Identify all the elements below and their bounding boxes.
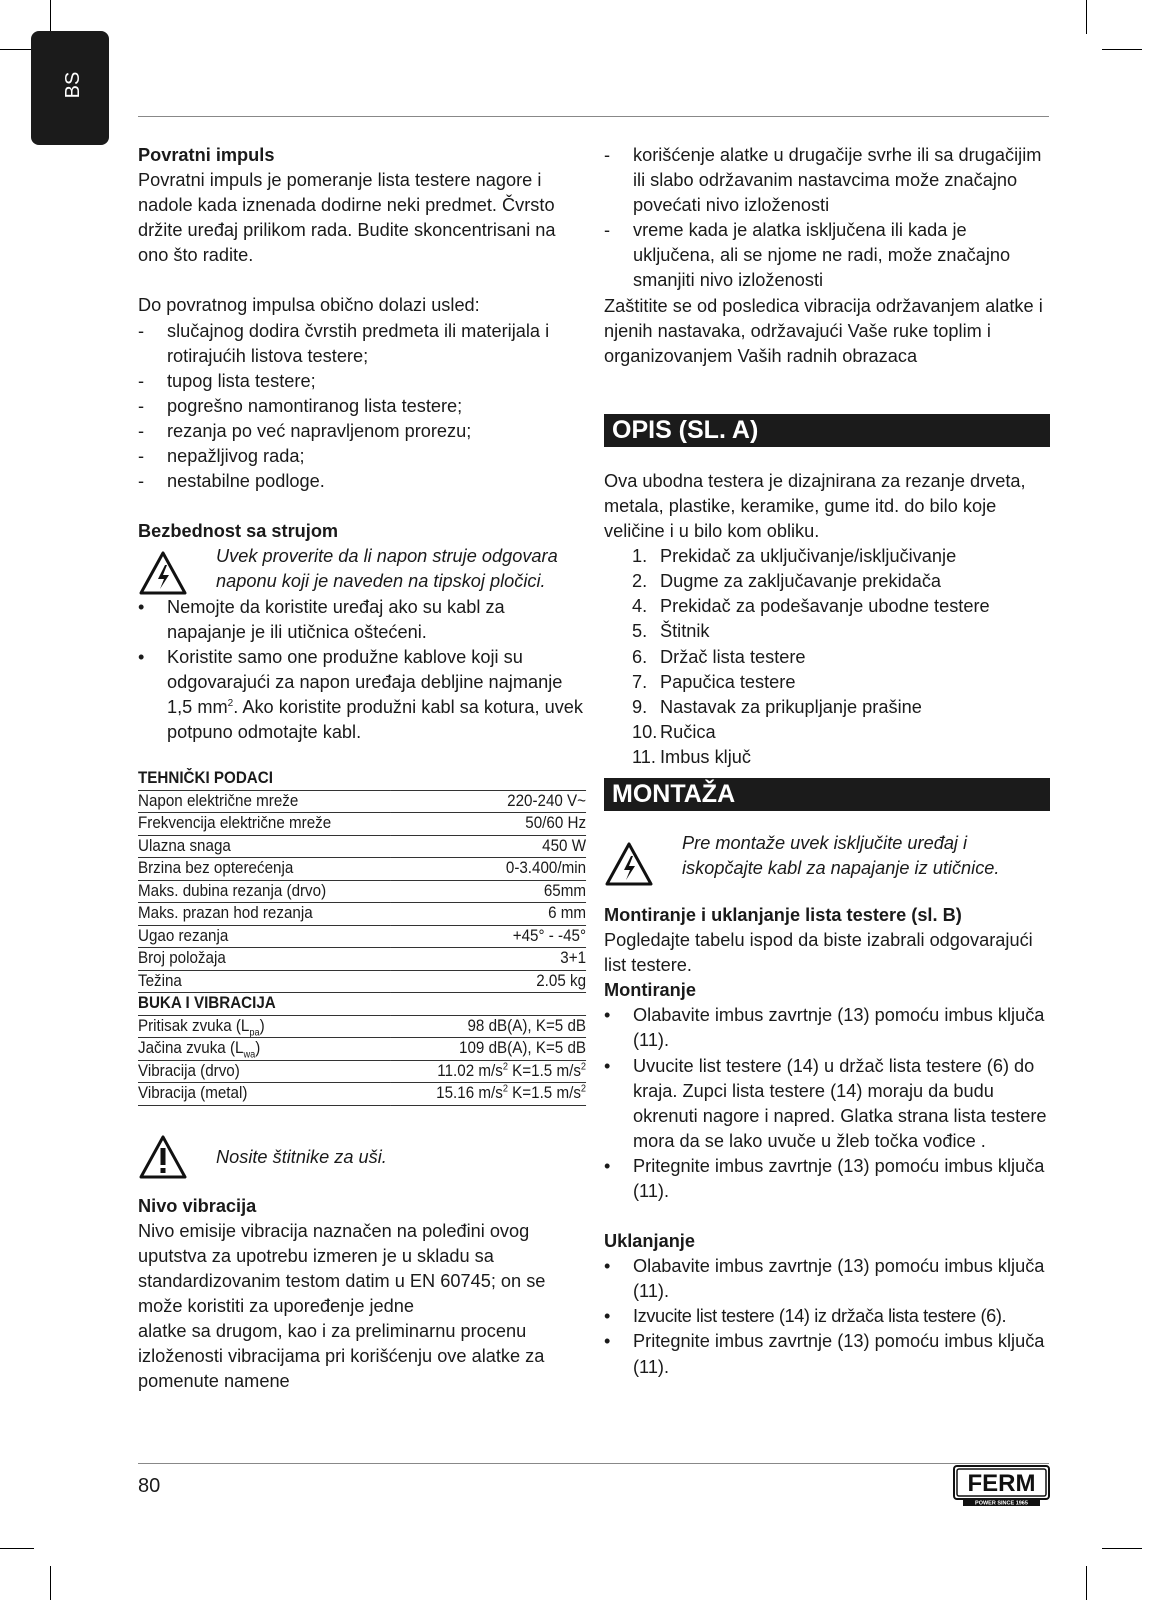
list-item: • Pritegnite imbus zavrtnje (13) pomoću imbus ključa (11).	[604, 1331, 1045, 1377]
list-item: • Uvucite list testere (14) u držač lista testere (6) do kraja. Zupci lista testere (14) moraju da budu okrenuti nagore i napred. Glatka strana lista testere mora da se lako uvuče u žleb točka vođice .	[604, 1055, 1047, 1151]
left-column	[138, 143, 586, 1394]
logo-tagline: POWER SINCE 1965	[975, 1500, 1028, 1507]
crop-mark	[1086, 0, 1087, 34]
assembly-warning: Pre montaže uvek isključite uređaj i iskopčajte kabl za napajanje iz utičnice.	[604, 831, 1050, 891]
table-row: Jačina zvuka $(L_{wa})$ 109 dB(A), K=5 dB	[138, 1039, 587, 1061]
assembly-banner: MONTAŽA	[604, 778, 1050, 811]
ferm-logo	[953, 1465, 1050, 1507]
top-rule	[138, 116, 1049, 117]
table-row: Napon električne mreže 220-240 V~	[138, 790, 586, 813]
kickback-title: Povratni impuls	[138, 145, 275, 165]
list-item: • Olabavite imbus zavrtnje (13) pomoću imbus ključa (11).	[604, 1256, 1045, 1302]
list-item: - tupog lista testere;	[138, 370, 316, 391]
parts-item: 2. Dugme za zaključavanje prekidača	[632, 571, 942, 592]
table-row: Brzina bez opterećenja 0-3.400/min	[138, 858, 586, 881]
electrical-warning: Uvek proverite da li napon struje odgovara naponu koji je naveden na tipskoj pločici.	[138, 544, 586, 594]
table-row: Ugao rezanja +45° - -45°	[138, 925, 586, 948]
remove-title: Uklanjanje	[604, 1231, 695, 1252]
list-item: - korišćenje alatke u drugačije svrhe ili sa drugačijim ili slabo održavanim nastavcima može značajno povećati nivo izloženosti	[604, 145, 1042, 216]
parts-item: 7. Papučica testere	[632, 671, 796, 692]
crop-mark	[1102, 1548, 1142, 1549]
parts-item: 10. Ručica	[632, 721, 716, 742]
bottom-rule	[138, 1463, 1049, 1464]
description-banner: OPIS (SL. A)	[604, 414, 1050, 447]
list-item: - nepažljivog rada;	[138, 446, 305, 467]
crop-mark	[50, 1566, 51, 1600]
parts-item: 9. Nastavak za prikupljanje prašine	[632, 696, 922, 717]
spec-table	[138, 768, 586, 1106]
table-row: Frekvencija električne mreže 50/60 Hz	[138, 813, 586, 836]
logo-brand: FERM	[967, 1470, 1036, 1497]
high-voltage-icon	[138, 550, 188, 596]
noise-header: BUKA I VIBRACIJA	[138, 993, 586, 1016]
table-row: Pritisak zvuka $(L_{pa})$ 98 dB(A), K=5 dB	[138, 1016, 587, 1038]
crop-mark	[50, 0, 51, 34]
parts-item: 11. Imbus ključ	[632, 746, 751, 767]
crop-mark	[0, 1548, 34, 1549]
parts-item: 6. Držač lista testere	[632, 646, 806, 667]
warning-icon	[138, 1134, 188, 1180]
language-tab-label: BS	[61, 71, 84, 99]
causes-intro: Do povratnog impulsa obično dolazi usled:	[138, 295, 480, 316]
vibration-title: Nivo vibracija	[138, 1195, 257, 1216]
vibration-protect-text: Zaštitite se od posledica vibracija održavanjem alatke i njenih nastavaka, održavajući Vaše ruke toplim i organizovanjem Vaših radnih obrazaca	[604, 295, 1043, 366]
list-item: - slučajnog dodira čvrstih predmeta ili materijala i rotirajućih listova testere;	[138, 320, 550, 366]
table-row: Težina 2.05 kg	[138, 970, 586, 993]
parts-item: 5. Štitnik	[632, 621, 710, 642]
description-text: Ova ubodna testera je dizajnirana za rezanje drveta, metala, plastike, keramike, gume itd. do bilo koje veličine i u bilo kom obliku.	[604, 470, 1026, 542]
right-column	[604, 143, 1050, 1380]
parts-item: 1. Prekidač za uključivanje/isključivanje	[632, 546, 957, 567]
crop-mark	[0, 49, 34, 50]
list-item: - vreme kada je alatka isključena ili kada je uključena, ali se njome ne radi, može značajno smanjiti nivo izloženosti	[604, 220, 1011, 291]
list-item: • Olabavite imbus zavrtnje (13) pomoću imbus ključa (11).	[604, 1005, 1045, 1051]
blade-title: Montiranje i uklanjanje lista testere (sl. B)	[604, 904, 962, 925]
table-row: Broj položaja 3+1	[138, 948, 586, 971]
language-tab	[31, 31, 109, 145]
page-number: 80	[138, 1475, 161, 1497]
ear-warning: Nosite štitnike za uši.	[138, 1132, 586, 1182]
table-row: Vibracija (metal) 15.16 $m/s^2$ K=1.5 $m/s^2$	[138, 1083, 586, 1106]
spec-header: TEHNIČKI PODACI	[138, 768, 586, 790]
crop-mark	[1102, 49, 1142, 50]
table-row: Ulazna snaga 450 W	[138, 835, 586, 858]
list-item: - pogrešno namontiranog lista testere;	[138, 395, 463, 416]
list-item: - nestabilne podloge.	[138, 471, 325, 492]
table-row: Maks. prazan hod rezanja 6 mm	[138, 903, 586, 926]
parts-item: 4. Prekidač za podešavanje ubodne testere	[632, 596, 990, 617]
list-item: • Izvucite list testere (14) iz držača lista testere (6).	[604, 1306, 1007, 1327]
list-item: • Pritegnite imbus zavrtnje (13) pomoću imbus ključa (11).	[604, 1155, 1045, 1201]
list-item: • Koristite samo one produžne kablove koji su odgovarajući za napon uređaja debljine najmanje 1,5 $mm^2$. Ako koristite produžni kabl sa kotura, uvek potpuno odmotajte kabl.	[138, 646, 583, 742]
electrical-title: Bezbednost sa strujom	[138, 521, 339, 542]
list-item: • Nemojte da koristite uređaj ako su kabl za napajanje je ili utičnica oštećeni.	[138, 596, 505, 642]
vibration-text-2: alatke sa drugom, kao i za preliminarnu procenu izloženosti vibracijama pri korišćenju ove alatke za pomenute namene	[138, 1321, 545, 1392]
vibration-text: Nivo emisije vibracija naznačen na poleđini ovog uputstva za upotrebu izmeren je u skladu sa standardizovanim testom datim u EN 60745; on se može koristiti za upoređenje jedne	[138, 1220, 546, 1316]
mount-title: Montiranje	[604, 980, 696, 1001]
kickback-text: Povratni impuls je pomeranje lista testere nagore i nadole kada iznenada dodirne neki predmet. Čvrsto držite uređaj prilikom rada. Budite skoncentrisani na ono što radite.	[138, 170, 556, 266]
table-row: Vibracija (drvo) 11.02 $m/s^2$ K=1.5 $m/s^2$	[138, 1060, 586, 1083]
table-row: Maks. dubina rezanja (drvo) 65mm	[138, 880, 586, 903]
blade-text: Pogledajte tabelu ispod da biste izabrali odgovarajući list testere.	[604, 930, 1033, 976]
crop-mark	[1086, 1566, 1087, 1600]
list-item: - rezanja po već napravljenom prorezu;	[138, 420, 472, 441]
high-voltage-icon	[604, 841, 654, 887]
